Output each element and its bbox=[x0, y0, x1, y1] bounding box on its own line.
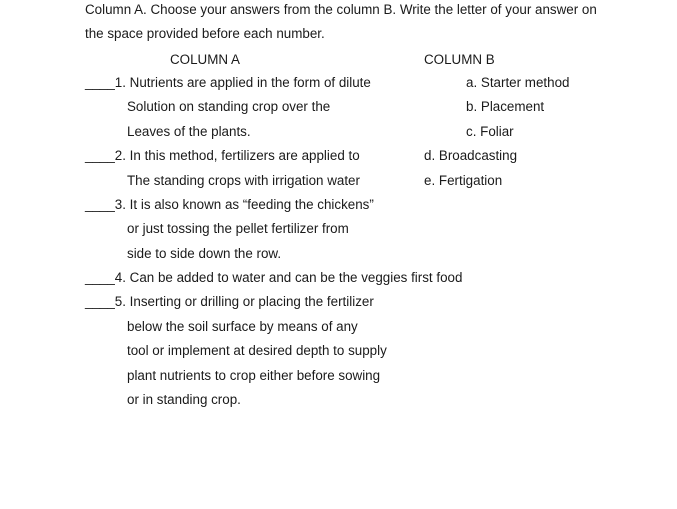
question-5-line-1: ____5. Inserting or drilling or placing the fertilizer bbox=[85, 294, 374, 309]
option-d: d. Broadcasting bbox=[424, 148, 518, 163]
option-a: a. Starter method bbox=[466, 75, 570, 90]
question-1-line-2: Solution on standing crop over the bbox=[127, 99, 331, 114]
option-c: c. Foliar bbox=[466, 124, 514, 139]
question-5-line-4: plant nutrients to crop either before sowing bbox=[127, 368, 381, 383]
question-1-line-3: Leaves of the plants. bbox=[127, 124, 251, 139]
option-b: b. Placement bbox=[466, 99, 545, 114]
question-5-line-2: below the soil surface by means of any bbox=[127, 319, 358, 334]
question-5-line-3: tool or implement at desired depth to supply bbox=[127, 343, 387, 358]
question-3-line-1: ____3. It is also known as “feeding the chickens” bbox=[85, 197, 374, 212]
question-3-line-2: or just tossing the pellet fertilizer from bbox=[127, 221, 349, 236]
question-1-line-1: ____1. Nutrients are applied in the form of dilute bbox=[85, 75, 371, 90]
question-4-line-1: ____4. Can be added to water and can be the veggies first food bbox=[85, 270, 463, 285]
question-2-line-2: The standing crops with irrigation water bbox=[127, 173, 360, 188]
question-2-line-1: ____2. In this method, fertilizers are applied to bbox=[85, 148, 360, 163]
instructions-line-1: Column A. Choose your answers from the column B. Write the letter of your answer on bbox=[85, 2, 597, 17]
question-5-line-5: or in standing crop. bbox=[127, 392, 241, 407]
column-b-header: COLUMN B bbox=[424, 52, 495, 67]
column-a-header: COLUMN A bbox=[170, 52, 240, 67]
option-e: e. Fertigation bbox=[424, 173, 503, 188]
question-3-line-3: side to side down the row. bbox=[127, 246, 282, 261]
instructions-line-2: the space provided before each number. bbox=[85, 26, 325, 41]
